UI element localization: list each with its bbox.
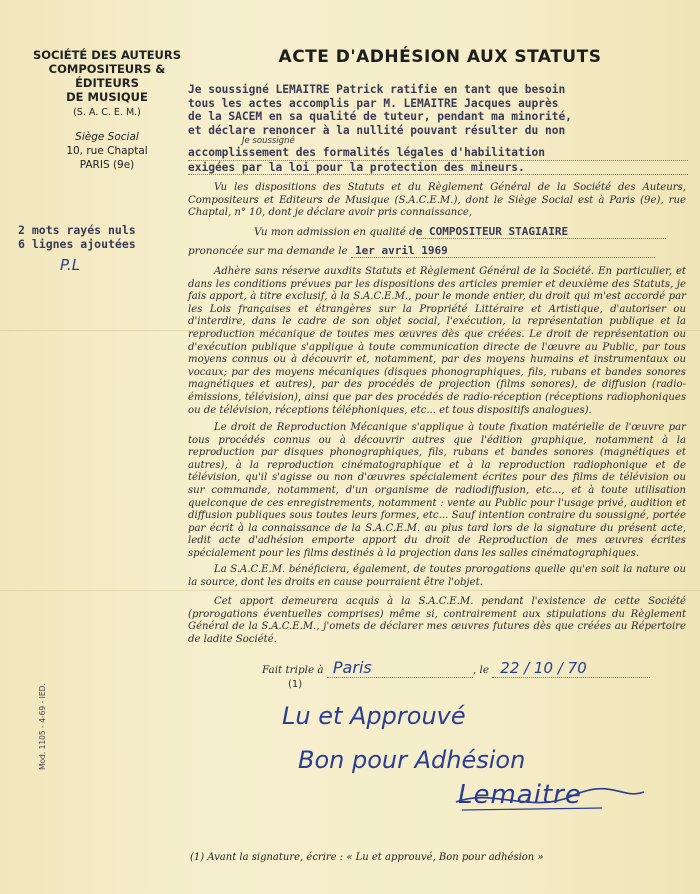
handwritten-lu-approuve: Lu et Approuvé <box>282 702 466 730</box>
margin-note-line: 2 mots rayés nuls <box>18 223 136 237</box>
address-line-1: 10, rue Chaptal <box>66 145 148 157</box>
paragraph-reproduction: Le droit de Reproduction Mécanique s'applique à toute fixation matérielle de l'œuvre par tous procédés connus ou à découvrir autres que l'édition graphique, notamment à la reproduction par disques phonographiques, fils, rubans et bandes sonores (magnétiques et autres), à la reproduction cinématographique et à la reproduction radiophonique et de télévision, qu'il s'agisse ou non d'œuvres spécialement écrites pour des films de télévision ou sur commande, notamment, d'un organisme de radiodiffusion, etc..., et à toute utilisation quelconque de ces enregistrements, notamment : vente au Public pour l'usage privé, audition et diffusion publiques sous toutes leurs formes, etc... Sauf intention contraire du soussigné, portée par écrit à la connaissance de la S.A.C.E.M. au plus tard lors de la signature du présent acte, ledit acte d'adhésion emporte apport du droit de Reproduction de mes œuvres écrites spécialement pour les films destinés à la projection dans les salles cinématographiques. <box>188 422 686 559</box>
org-name-1: SOCIÉTÉ DES AUTEURS <box>32 48 182 62</box>
declaration-line: et déclare renoncer à la nullité pouvant résulter du non <box>188 123 566 137</box>
prononcee-value: 1er avril 1969 <box>351 244 655 258</box>
handwritten-initials: P.L <box>60 256 81 274</box>
address-line-2: PARIS (9e) <box>79 159 135 171</box>
form-code: Mod. 1105 - 4-69 - IED. <box>38 683 47 770</box>
seat-label: Siège Social <box>75 131 139 143</box>
le-label: , le <box>472 664 489 676</box>
signature: Lemaitre <box>458 780 582 810</box>
paragraph-prorogations: La S.A.C.E.M. bénéficiera, également, de toutes prorogations quelle qu'en soit la nature ou la source, dont les droits en cause pourraient être l'objet. <box>188 564 686 588</box>
organization-header <box>22 48 192 172</box>
typed-declaration-cont <box>188 146 688 175</box>
declaration-line: exigées par la loi pour la protection des mineurs. <box>188 161 688 176</box>
paragraph-vu-dispositions: Vu les dispositions des Statuts et du Règlement Général de la Société des Auteurs, Compositeurs et Editeurs de Musique (S.A.C.E.M.), dont le Siège Social est à Paris (9e), rue Chaptal, n° 10, dont je déclare avoir pris connaissance, <box>188 182 686 219</box>
signature-flourish <box>452 780 652 824</box>
paragraph-adhere: Adhère sans réserve auxdits Statuts et Règlement Général de la Société. En particulier, et dans les conditions prévues par les dispositions des articles premier et deuxième des Statuts, je fais apport, à titre exclusif, à la S.A.C.E.M., pour le monde entier, du droit qui m'est accordé par les Lois françaises et étrangères sur la Propriété Littéraire et Artistique, d'autoriser ou d'interdire, dans le cadre de son objet social, l'exécution, la représentation publique et la reproduction mécanique de toutes mes œuvres dès que créées. Le droit de représentation ou d'exécution publique s'applique à toute communication directe de l'œuvre au Public, par tous moyens connus ou à découvrir et, notamment, par des moyens humains et instrumentaux ou vocaux; par des moyens mécaniques (disques phonographiques, fils, rubans et bandes sonores magnétiques et autres), par des procédés de projection (films sonores), de diffusion (radio-émissions, télévision), ainsi que par des procédés de radio-réception (réceptions radiophoniques ou de télévision, réceptions téléphoniques, etc... et tous dispositifs analogues). <box>188 266 686 416</box>
margin-note <box>18 224 136 251</box>
fait-label: Fait triple à <box>262 664 324 676</box>
admission-value: e COMPOSITEUR STAGIAIRE <box>416 225 666 239</box>
declaration-line: accomplissement des formalités légales d'habilitation <box>188 146 688 161</box>
date-handwritten: 22 / 10 / 70 <box>492 659 650 678</box>
admission-row <box>188 225 666 239</box>
declaration-line: tous les actes accomplis par M. LEMAITRE Jacques auprès <box>188 96 559 110</box>
fait-row <box>262 658 650 678</box>
admission-label: Vu mon admission en qualité d <box>254 226 416 238</box>
paper-fold <box>0 590 700 591</box>
declaration-line: Je soussigné LEMAITRE Patrick ratifie en tant que besoin <box>188 83 566 96</box>
margin-note-line: 6 lignes ajoutées <box>18 236 136 251</box>
paragraph-apport: Cet apport demeurera acquis à la S.A.C.E.M. pendant l'existence de cette Société (prorogations éventuelles comprises) même si, contrairement aux stipulations du Règlement Général de la S.A.C.E.M., j'omets de déclarer mes œuvres futures dès que créées au Répertoire de ladite Société. <box>188 596 686 645</box>
declaration-line: de la SACEM en sa qualité de tuteur, pendant ma minorité, <box>188 110 572 123</box>
insert-annotation: Je soussigné <box>242 136 295 146</box>
prononcee-row <box>188 244 655 258</box>
footnote: (1) Avant la signature, écrire : « Lu et approuvé, Bon pour adhésion » <box>190 852 544 863</box>
document-title: ACTE D'ADHÉSION AUX STATUTS <box>278 47 602 67</box>
handwritten-bon-pour-adhesion: Bon pour Adhésion <box>298 746 526 774</box>
org-name-2: COMPOSITEURS & ÉDITEURS <box>48 62 166 90</box>
prononcee-label: prononcée sur ma demande le <box>188 245 348 257</box>
place-handwritten: Paris <box>327 658 473 678</box>
typed-declaration <box>188 83 688 137</box>
org-name-3: DE MUSIQUE <box>66 90 148 104</box>
org-abbr: (S. A. C. E. M.) <box>73 107 141 118</box>
footnote-ref: (1) <box>288 679 303 690</box>
